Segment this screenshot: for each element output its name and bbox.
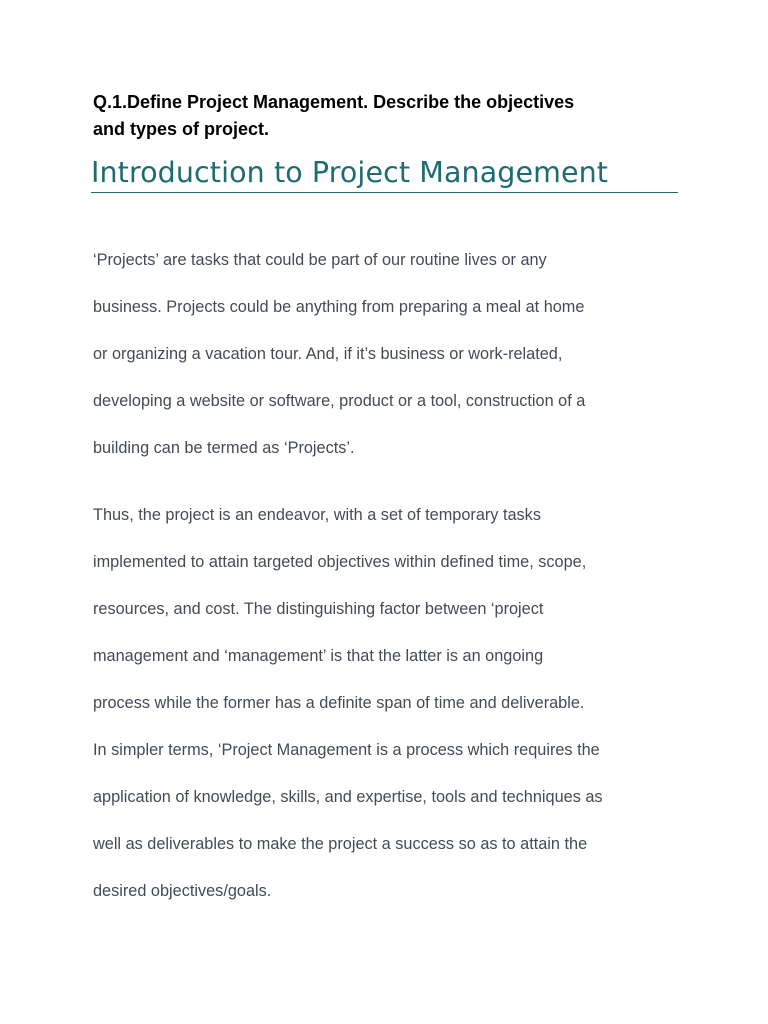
question-text [93,89,693,143]
question-line: and types of project. [93,119,270,139]
paragraph-line: desired objectives/goals. [93,882,272,900]
paragraph-line: ‘Projects’ are tasks that could be part of our routine lives or any [93,251,547,269]
question-line: Q.1.Define Project Management. Describe the objectives [93,92,575,112]
section-heading: Introduction to Project Management [91,156,609,189]
paragraph-line: In simpler terms, ‘Project Management is a process which requires the [93,741,600,759]
paragraph-line: or organizing a vacation tour. And, if it’s business or work-related, [93,345,563,363]
paragraph-line: well as deliverables to make the project a success so as to attain the [93,835,588,853]
section-heading-block [91,154,678,193]
paragraph-line: Thus, the project is an endeavor, with a set of temporary tasks [93,506,541,524]
paragraph-line: resources, and cost. The distinguishing factor between ‘project [93,600,544,618]
paragraph-line: management and ‘management’ is that the latter is an ongoing [93,647,544,665]
paragraph-line: process while the former has a definite span of time and deliverable. [93,694,585,712]
paragraph-line: implemented to attain targeted objectives within defined time, scope, [93,553,587,571]
paragraph-line: application of knowledge, skills, and expertise, tools and techniques as [93,788,603,806]
heading-underline [91,192,678,193]
paragraph-definition [93,492,693,915]
paragraph-line: developing a website or software, product or a tool, construction of a [93,392,586,410]
paragraph-line: business. Projects could be anything from preparing a meal at home [93,298,585,316]
paragraph-intro [93,237,693,472]
paragraph-line: building can be termed as ‘Projects’. [93,439,355,457]
